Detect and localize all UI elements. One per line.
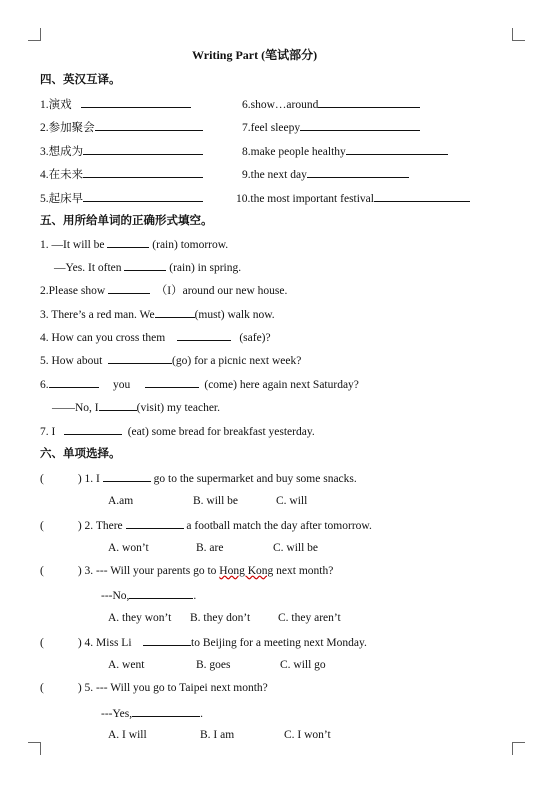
question-text: 2.Please show xyxy=(40,285,106,297)
question-text: . xyxy=(193,590,197,602)
question-text: ) 4. Miss Li xyxy=(77,637,132,649)
item-text: 10.the most important festival xyxy=(236,193,374,205)
fill-question-1-reply xyxy=(54,259,241,275)
question-text: 5. How about xyxy=(40,355,103,367)
section-5-heading: 五、用所给单词的正确形式填空。 xyxy=(40,213,213,227)
question-text: ) 5. --- Will you go to Taipei next month? xyxy=(77,682,268,694)
question-text: you xyxy=(113,379,131,391)
answer-blank[interactable] xyxy=(155,306,195,318)
answer-blank[interactable] xyxy=(300,119,420,131)
translate-item-6 xyxy=(242,96,420,112)
question-text: 1. —It will be xyxy=(40,239,105,251)
option-c[interactable]: C. will xyxy=(276,495,308,507)
section-6-heading: 六、单项选择。 xyxy=(40,446,121,460)
fill-question-6-reply xyxy=(52,399,220,415)
question-text: 3. There’s a red man. We xyxy=(40,309,155,321)
item-text: 5.起床早 xyxy=(40,193,84,205)
item-text: 8.make people healthy xyxy=(242,146,346,158)
question-text: . xyxy=(200,708,203,720)
mc-question-5-reply xyxy=(101,705,203,721)
option-c[interactable]: C. will go xyxy=(280,659,326,671)
option-a[interactable]: A. went xyxy=(108,659,145,671)
mc-question-4 xyxy=(40,634,367,650)
corner-mark-top-right xyxy=(512,28,525,41)
item-text: 9.the next day xyxy=(242,169,307,181)
mc-question-3 xyxy=(40,564,333,578)
answer-paren[interactable]: ( xyxy=(40,565,44,577)
option-a[interactable]: A. won’t xyxy=(108,542,149,554)
answer-blank[interactable] xyxy=(107,236,149,248)
question-text: (visit) my teacher. xyxy=(136,402,220,414)
section-4-heading: 四、英汉互译。 xyxy=(40,72,121,86)
fill-question-2 xyxy=(40,282,287,298)
answer-paren[interactable]: ( xyxy=(40,520,44,532)
fill-question-7 xyxy=(40,423,315,439)
answer-paren[interactable]: ( xyxy=(40,637,44,649)
option-a[interactable]: A. they won’t xyxy=(108,612,172,624)
translate-item-3 xyxy=(40,143,203,159)
question-text: —Yes. It often xyxy=(54,262,122,274)
option-c[interactable]: C. will be xyxy=(273,542,319,554)
option-b[interactable]: B. goes xyxy=(196,659,231,671)
question-text: （I）around our new house. xyxy=(155,285,288,297)
question-text: (rain) in spring. xyxy=(169,262,242,274)
translate-item-10 xyxy=(236,190,470,206)
corner-mark-bottom-left xyxy=(28,742,41,755)
answer-paren[interactable]: ( xyxy=(40,682,44,694)
question-text: ) 3. --- Will your parents go to xyxy=(77,565,217,577)
option-a[interactable]: A.am xyxy=(108,495,134,507)
answer-blank xyxy=(103,470,151,482)
question-text: 7. I xyxy=(40,426,56,438)
answer-blank xyxy=(126,517,184,529)
page-title: Writing Part (笔试部分) xyxy=(192,48,318,62)
answer-blank[interactable] xyxy=(374,190,470,202)
item-text: 3.想成为 xyxy=(40,146,84,158)
question-text: (must) walk now. xyxy=(194,309,275,321)
answer-blank[interactable] xyxy=(83,143,203,155)
option-c[interactable]: C. I won’t xyxy=(284,729,331,741)
question-text: ——No, I xyxy=(52,402,99,414)
answer-blank[interactable] xyxy=(83,190,203,202)
question-text: (go) for a picnic next week? xyxy=(172,355,302,367)
answer-blank[interactable] xyxy=(318,96,420,108)
fill-question-4 xyxy=(40,329,271,345)
translate-item-5 xyxy=(40,190,203,206)
mc-question-3-reply xyxy=(101,587,196,603)
answer-paren[interactable]: ( xyxy=(40,473,44,485)
fill-question-1 xyxy=(40,236,228,252)
answer-blank[interactable] xyxy=(49,376,99,388)
question-text: ) 1. I xyxy=(77,473,100,485)
question-text: go to the supermarket and buy some snacks. xyxy=(153,473,357,485)
answer-blank[interactable] xyxy=(108,282,150,294)
question-text: to Beijing for a meeting next Monday. xyxy=(191,637,367,649)
answer-blank[interactable] xyxy=(64,423,122,435)
question-text: 6. xyxy=(40,379,49,391)
fill-question-3 xyxy=(40,306,275,322)
answer-blank[interactable] xyxy=(108,352,172,364)
fill-question-5 xyxy=(40,352,301,368)
fill-question-6 xyxy=(40,376,359,392)
option-c[interactable]: C. they aren’t xyxy=(278,612,341,624)
question-text: a football match the day after tomorrow. xyxy=(186,520,372,532)
translate-item-9 xyxy=(242,166,409,182)
item-text: 6.show…around xyxy=(242,99,319,111)
mc-question-5 xyxy=(40,681,268,695)
question-text: next month? xyxy=(276,565,334,577)
item-text: 2.参加聚会 xyxy=(40,122,95,134)
translate-item-8 xyxy=(242,143,448,159)
question-text: ) 2. There xyxy=(77,520,123,532)
question-text: 4. How can you cross them xyxy=(40,332,166,344)
question-text: (come) here again next Saturday? xyxy=(204,379,359,391)
question-text: ---No, xyxy=(101,590,130,602)
mc-question-1 xyxy=(40,470,357,486)
translate-item-2 xyxy=(40,119,203,135)
option-a[interactable]: A. I will xyxy=(108,729,147,741)
translate-item-7 xyxy=(242,119,420,135)
answer-blank[interactable] xyxy=(99,399,137,411)
option-b[interactable]: B. are xyxy=(196,542,224,554)
item-text: 1.演戏 xyxy=(40,99,72,111)
answer-blank[interactable] xyxy=(307,166,409,178)
answer-blank xyxy=(129,587,193,599)
item-text: 4.在未来 xyxy=(40,169,84,181)
answer-blank[interactable] xyxy=(124,259,166,271)
translate-item-4 xyxy=(40,166,203,182)
answer-blank[interactable] xyxy=(83,166,203,178)
question-text: ---Yes, xyxy=(101,708,133,720)
answer-blank xyxy=(132,705,200,717)
answer-blank[interactable] xyxy=(177,329,231,341)
answer-blank[interactable] xyxy=(81,96,191,108)
answer-blank[interactable] xyxy=(95,119,203,131)
corner-mark-top-left xyxy=(28,28,41,41)
mc-question-2 xyxy=(40,517,372,533)
option-b[interactable]: B. I am xyxy=(200,729,235,741)
translate-item-1 xyxy=(40,96,191,112)
answer-blank[interactable] xyxy=(145,376,199,388)
item-text: 7.feel sleepy xyxy=(242,122,301,134)
question-text: (safe)? xyxy=(239,332,271,344)
option-b[interactable]: B. will be xyxy=(193,495,239,507)
option-b[interactable]: B. they don’t xyxy=(190,612,251,624)
corner-mark-bottom-right xyxy=(512,742,525,755)
answer-blank xyxy=(143,634,191,646)
place-name: Hong Kong xyxy=(219,565,274,577)
question-text: (rain) tomorrow. xyxy=(152,239,229,251)
answer-blank[interactable] xyxy=(346,143,448,155)
question-text: (eat) some bread for breakfast yesterday. xyxy=(127,426,315,438)
